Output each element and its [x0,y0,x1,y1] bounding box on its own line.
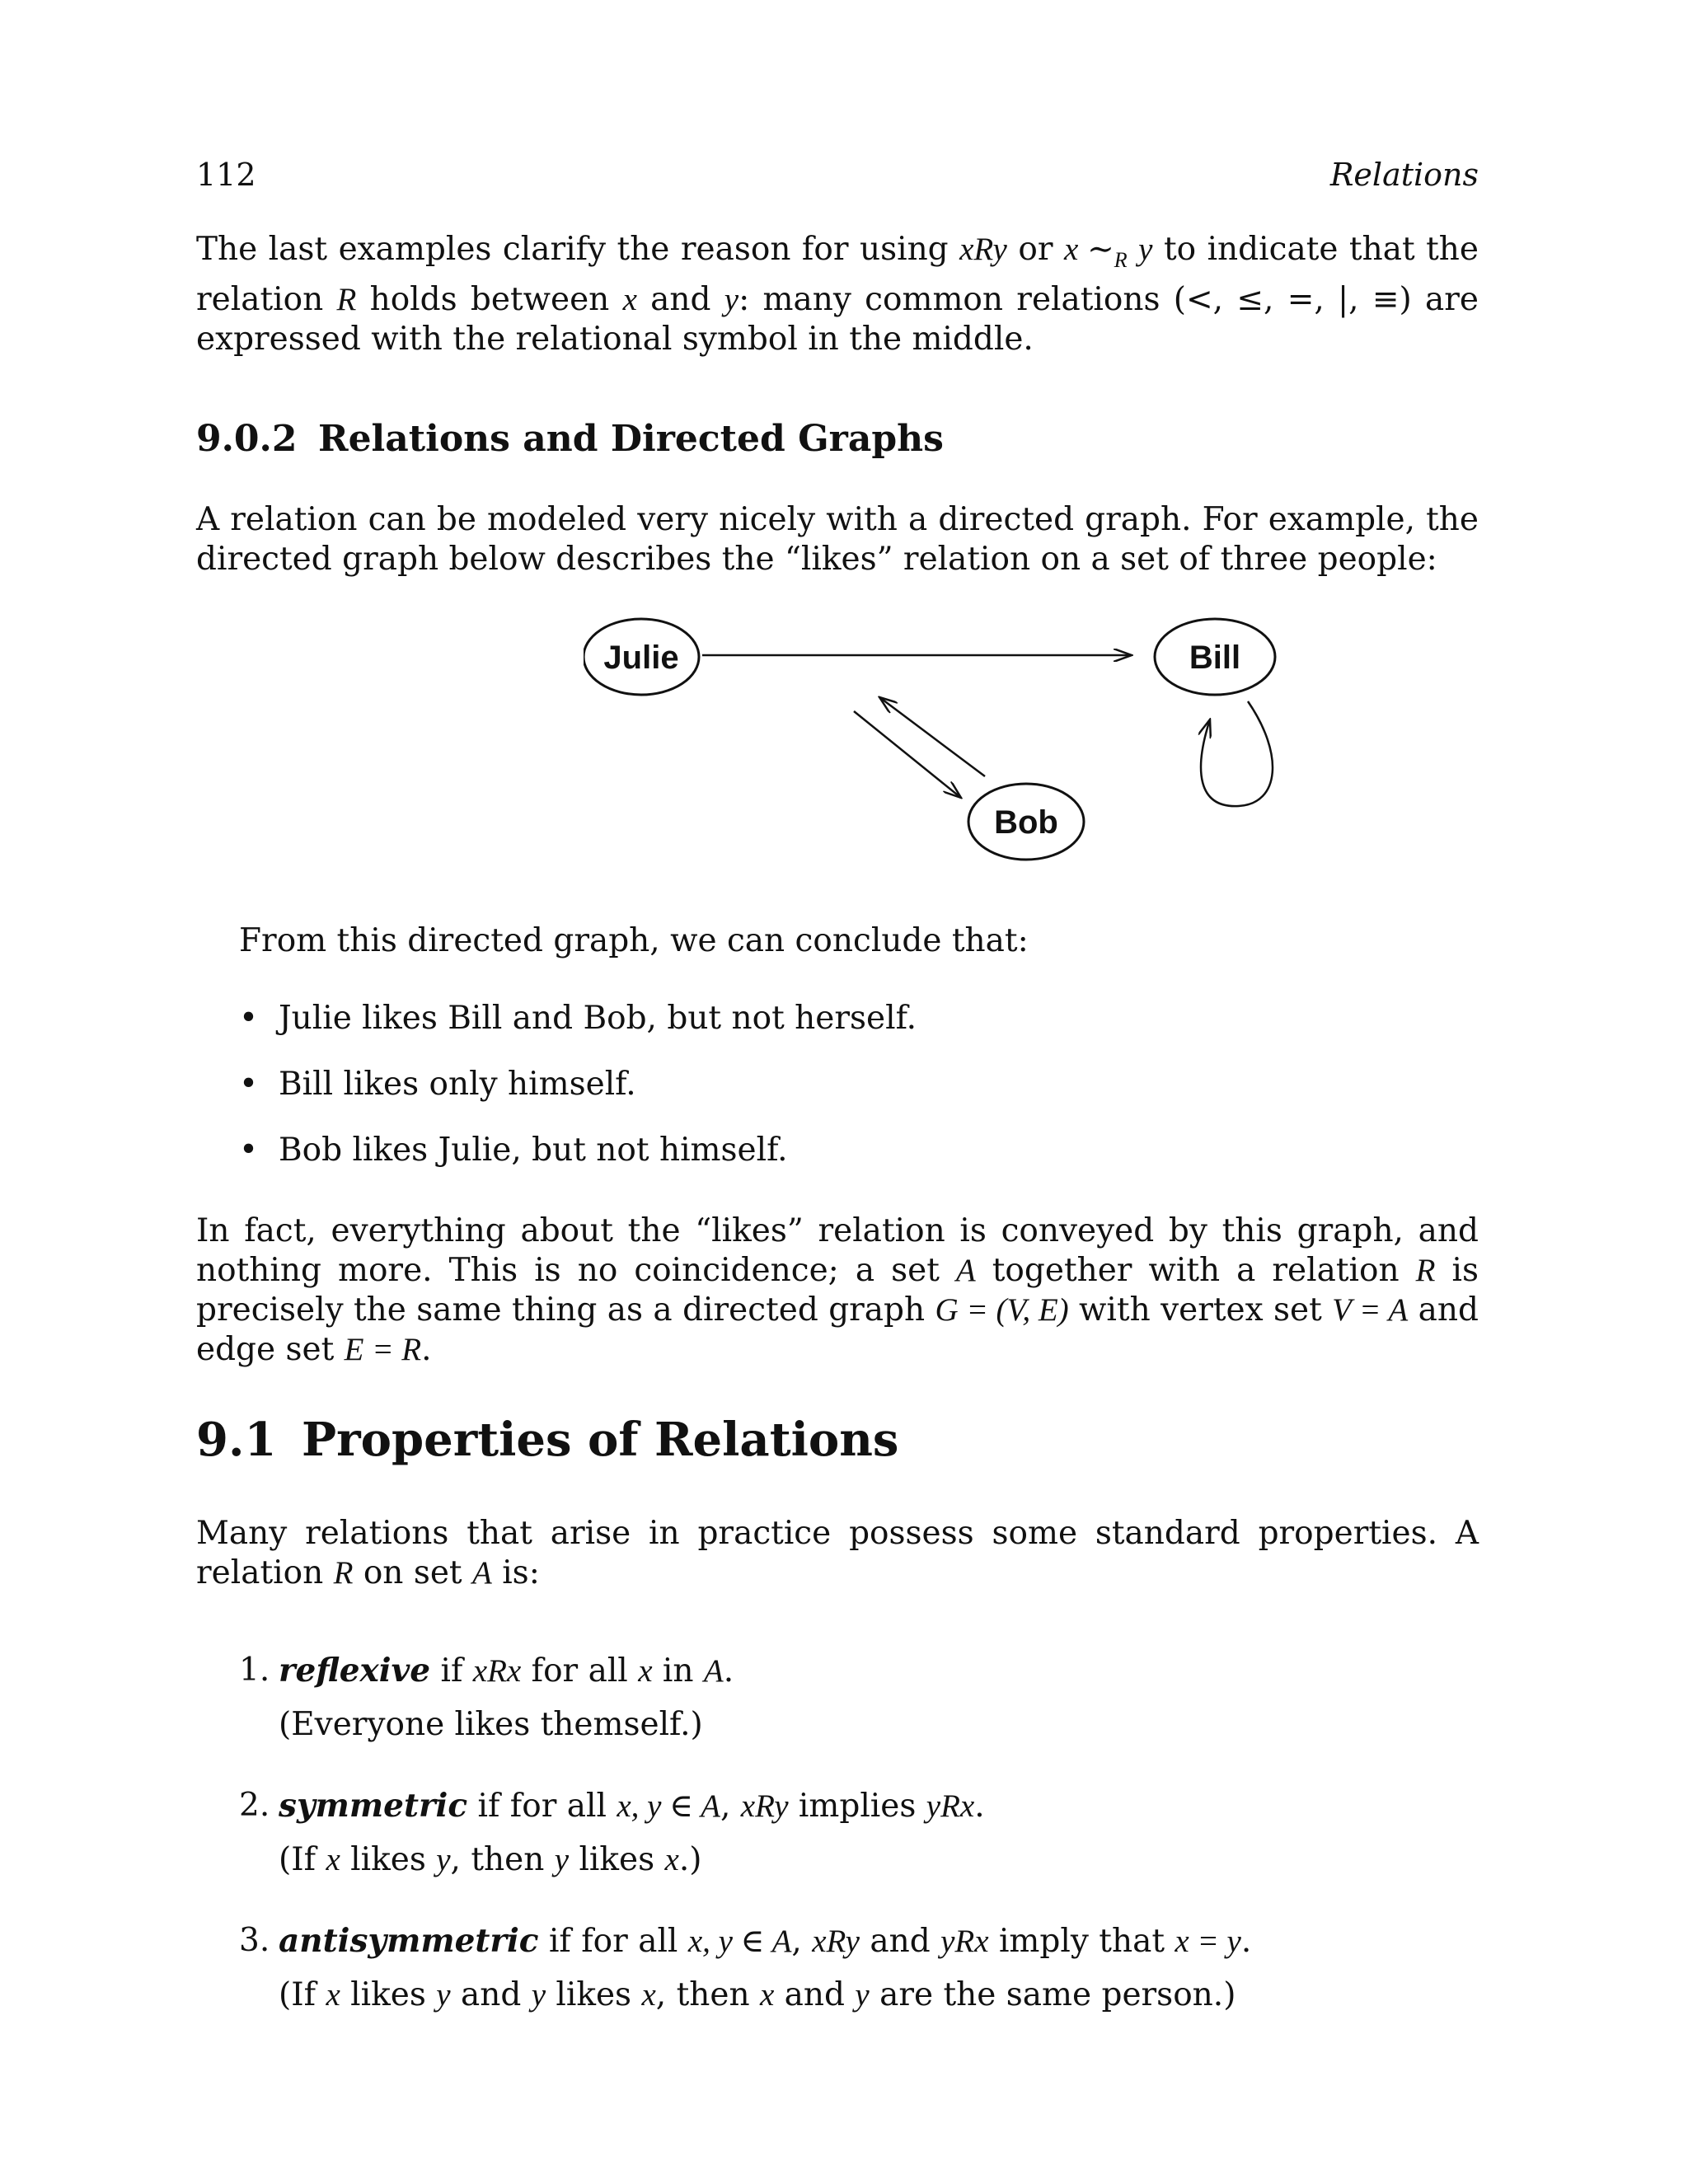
term-reflexive: reflexive [279,1652,431,1690]
list-item: • Bob likes Julie, but not himself. [239,1132,788,1169]
node-bob-label: Bob [994,804,1058,841]
subsection-number: 9.0.2 [196,418,298,460]
term-symmetric: symmetric [279,1787,468,1825]
graph-intro-paragraph: A relation can be modeled very nicely with a directed graph. For example, the directed graph below describes the “likes” relation on a set of three people: [196,501,1479,578]
property-note: (Everyone likes themself.) [279,1706,703,1743]
bullet-icon: • [239,1000,259,1037]
node-julie-label: Julie [603,640,679,676]
subsection-heading [196,416,944,462]
properties-intro-paragraph: Many relations that arise in practice possess some standard properties. A relation R on set A is: [196,1515,1479,1591]
section-heading [196,1411,898,1469]
property-note: (If x likes y and y likes x, then x and y are the same person.) [279,1976,1236,2013]
likes-directed-graph [584,606,1292,878]
properties-list [239,1651,1251,2015]
list-item: • Bill likes only himself. [239,1066,636,1103]
running-title: Relations [1329,157,1479,193]
list-item: • Julie likes Bill and Bob, but not herself. [239,1000,917,1037]
intro-paragraph: The last examples clarify the reason for using xRy or x $\sim_R$ y to indicate that the relation R holds between x and y: many common relations (<, ≤, =, |, ≡) are expressed with the relational symbol in the middle. [196,231,1479,358]
property-symmetric: 2. symmetric if for all x, y ∈ A, xRy implies yRx. (If x likes y, then y likes x.) [239,1786,1251,1880]
conclusion-lead: From this directed graph, we can conclude that: [239,922,1029,959]
subsection-title: Relations and Directed Graphs [318,418,944,460]
node-bill-label: Bill [1189,640,1241,676]
conclusion-list [239,999,917,1197]
section-number: 9.1 [196,1413,277,1467]
fact-paragraph: In fact, everything about the “likes” relation is conveyed by this graph, and nothing more. This is no coincidence; a set A together with a relation R is precisely the same thing as a directed graph G = (V, E) with vertex set V = A and edge set E = R. [196,1212,1479,1368]
edge-julie-bob-line [854,711,961,798]
property-note: (If x likes y, then y likes x.) [279,1841,702,1878]
bullet-icon: • [239,1066,259,1103]
page-number: 112 [196,157,256,193]
edge-bob-julie [879,697,985,776]
bullet-icon: • [239,1132,259,1169]
property-antisymmetric: 3. antisymmetric if for all x, y ∈ A, xRy and yRx imply that x = y. (If x likes y and y likes x, then x and y are the same person.) [239,1922,1252,2013]
property-reflexive: 1. reflexive if xRx for all x in A. (Everyone likes themself.) [239,1651,1251,1745]
term-antisymmetric: antisymmetric [279,1922,539,1960]
section-title: Properties of Relations [302,1413,899,1467]
edge-bill-self-loop [1201,701,1273,806]
